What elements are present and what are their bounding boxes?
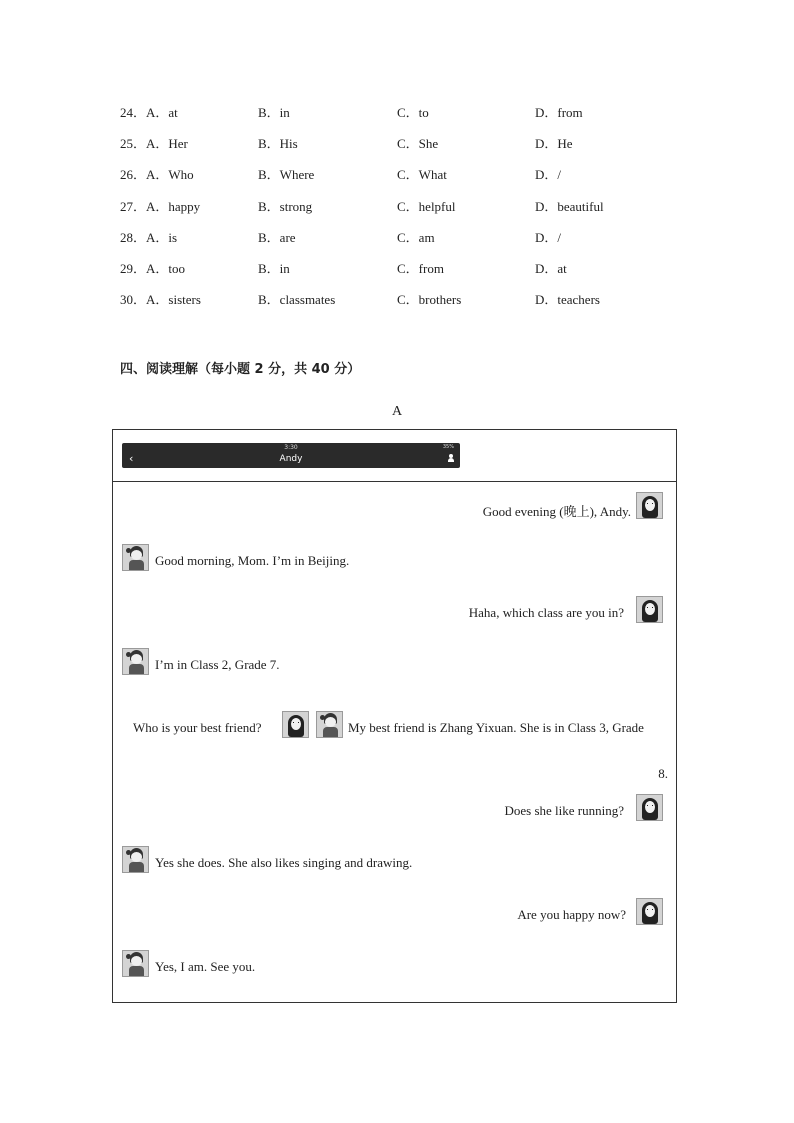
- option-b: B．strong: [258, 198, 313, 214]
- option-row: [120, 196, 680, 227]
- option-c: C．What: [397, 167, 447, 183]
- chat-message-andy: Yes, I am. See you.: [155, 959, 256, 974]
- mom-avatar: [636, 492, 663, 519]
- option-d: D．He: [535, 136, 573, 152]
- option-c: C．helpful: [397, 198, 456, 214]
- option-d: D．from: [535, 105, 583, 120]
- andy-avatar: [316, 711, 343, 738]
- option-a: 30．A．sisters: [120, 292, 201, 308]
- option-b: B．are: [258, 229, 296, 245]
- phone-time: 3:30: [284, 444, 298, 451]
- chevron-left-icon: ‹: [129, 452, 134, 465]
- mom-avatar: [282, 711, 309, 738]
- option-d: D．beautiful: [535, 198, 604, 214]
- option-d: D．/: [535, 167, 562, 183]
- chat-message-andy: My best friend is Zhang Yixuan. She is in Class 3, Grade: [348, 720, 644, 735]
- option-c: C．from: [397, 260, 444, 276]
- option-a: 24．A．at: [120, 105, 178, 120]
- contact-name: Andy: [279, 454, 303, 464]
- passage-label: A: [391, 404, 403, 419]
- andy-avatar: [122, 544, 149, 571]
- option-b: B．His: [258, 136, 298, 152]
- chat-message-mom: Does she like running?: [504, 803, 624, 818]
- phone-title-bar: [122, 443, 460, 468]
- andy-avatar: [122, 950, 149, 977]
- mom-avatar: [636, 794, 663, 821]
- answer-options: [120, 102, 680, 320]
- option-a: 26．A．Who: [120, 167, 194, 183]
- chat-message-andy: Yes she does. She also likes singing and drawing.: [155, 855, 413, 870]
- mom-avatar: [636, 898, 663, 925]
- option-b: B．Where: [258, 167, 315, 183]
- option-c: C．to: [397, 105, 429, 120]
- option-row: [120, 289, 680, 320]
- option-a: 27．A．happy: [120, 198, 201, 214]
- option-b: B．in: [258, 105, 290, 120]
- andy-avatar: [122, 648, 149, 675]
- option-row: [120, 102, 680, 133]
- chat-message-mom: Who is your best friend?: [133, 720, 262, 735]
- phone-status: 35%: [442, 444, 454, 450]
- person-icon: [448, 454, 454, 462]
- option-a: 25．A．Her: [120, 136, 188, 152]
- chat-screenshot: [112, 429, 677, 1003]
- divider: [113, 481, 676, 482]
- option-d: D．at: [535, 260, 567, 276]
- option-a: 29．A．too: [120, 260, 186, 276]
- option-c: C．am: [397, 229, 435, 245]
- option-d: D．teachers: [535, 292, 600, 308]
- option-row: [120, 227, 680, 258]
- option-b: B．in: [258, 260, 290, 276]
- section-title: 四、阅读理解（每小题 2 分，共 40 分）: [120, 362, 361, 377]
- option-row: [120, 258, 680, 289]
- chat-message-andy-continued: 8.: [658, 766, 668, 781]
- chat-message-mom: Good evening (晚上), Andy.: [482, 504, 631, 519]
- option-row: [120, 164, 680, 195]
- option-b: B．classmates: [258, 292, 336, 308]
- chat-message-andy: I’m in Class 2, Grade 7.: [155, 657, 280, 672]
- option-c: C．She: [397, 136, 439, 152]
- option-a: 28．A．is: [120, 229, 178, 245]
- chat-message-mom: Haha, which class are you in?: [468, 605, 624, 620]
- chat-message-andy: Good morning, Mom. I’m in Beijing.: [155, 553, 350, 568]
- chat-message-mom: Are you happy now?: [517, 907, 626, 922]
- option-d: D．/: [535, 229, 562, 245]
- option-row: [120, 133, 680, 164]
- mom-avatar: [636, 596, 663, 623]
- option-c: C．brothers: [397, 292, 462, 308]
- andy-avatar: [122, 846, 149, 873]
